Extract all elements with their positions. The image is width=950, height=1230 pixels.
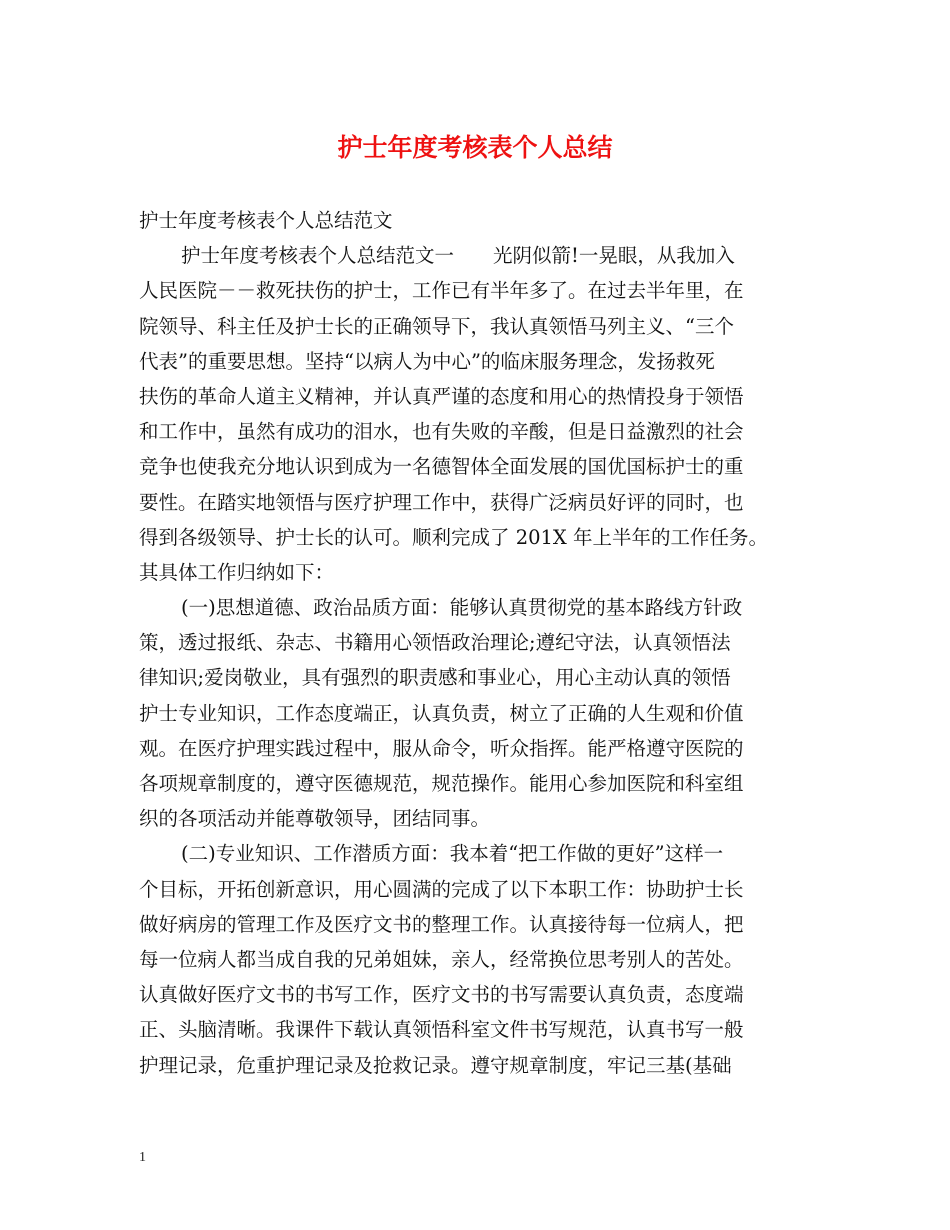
text-line: 代表”的重要思想。坚持“以病人为中心”的临床服务理念，发扬救死 — [139, 349, 715, 373]
text-line: 护士专业知识，工作态度端正，认真负责，树立了正确的人生观和价值 — [139, 701, 744, 725]
text-line: 策，透过报纸、杂志、书籍用心领悟政治理论;遵纪守法，认真领悟法 — [139, 631, 731, 655]
text-line: 织的各项活动并能尊敬领导，团结同事。 — [139, 807, 491, 831]
text-line: 人民医院－－救死扶伤的护士，工作已有半年多了。在过去半年里，在 — [139, 279, 744, 303]
text-line: 各项规章制度的，遵守医德规范，规范操作。能用心参加医院和科室组 — [139, 772, 744, 795]
document-title: 护士年度考核表个人总结 — [337, 133, 613, 162]
text-line: 其具体工作归纳如下： — [139, 560, 335, 584]
document-body — [139, 203, 815, 1083]
text-line: 要性。在踏实地领悟与医疗护理工作中，获得广泛病员好评的同时，也 — [139, 490, 744, 514]
text-line: 认真做好医疗文书的书写工作，医疗文书的书写需要认真负责，态度端 — [139, 983, 744, 1007]
text-line: 得到各级领导、护士长的认可。顺利完成了 201X 年上半年的工作任务。 — [139, 525, 768, 549]
text-line: 扶伤的革命人道主义精神，并认真严谨的态度和用心的热情投身于领悟 — [139, 384, 744, 408]
text-line: 护理记录，危重护理记录及抢救记录。遵守规章制度，牢记三基(基础 — [139, 1053, 732, 1077]
text-line: 每一位病人都当成自我的兄弟姐妹，亲人，经常换位思考别人的苦处。 — [139, 947, 744, 971]
text-line: 和工作中，虽然有成功的泪水，也有失败的辛酸，但是日益激烈的社会 — [139, 420, 744, 444]
text-line: 护士年度考核表个人总结范文一 光阴似箭!一晃眼，从我加入 — [181, 244, 735, 268]
text-line: (一)思想道德、政治品质方面：能够认真贯彻党的基本路线方针政 — [181, 596, 743, 620]
text-line: (二)专业知识、工作潜质方面：我本着“把工作做的更好”这样一 — [181, 842, 724, 866]
page-number: 1 — [139, 1150, 146, 1165]
text-line: 竞争也使我充分地认识到成为一名德智体全面发展的国优国标护士的重 — [139, 455, 744, 479]
text-line: 个目标，开拓创新意识，用心圆满的完成了以下本职工作：协助护士长 — [139, 877, 744, 901]
text-line: 观。在医疗护理实践过程中，服从命令，听众指挥。能严格遵守医院的 — [139, 736, 744, 760]
text-line: 院领导、科主任及护士长的正确领导下，我认真领悟马列主义、“三个 — [139, 314, 734, 338]
text-line: 正、头脑清晰。我课件下载认真领悟科室文件书写规范，认真书写一般 — [139, 1018, 744, 1042]
text-line: 律知识;爱岗敬业，具有强烈的职责感和事业心，用心主动认真的领悟 — [139, 666, 731, 690]
text-line: 护士年度考核表个人总结范文 — [139, 209, 393, 232]
text-line: 做好病房的管理工作及医疗文书的整理工作。认真接待每一位病人，把 — [139, 912, 744, 936]
